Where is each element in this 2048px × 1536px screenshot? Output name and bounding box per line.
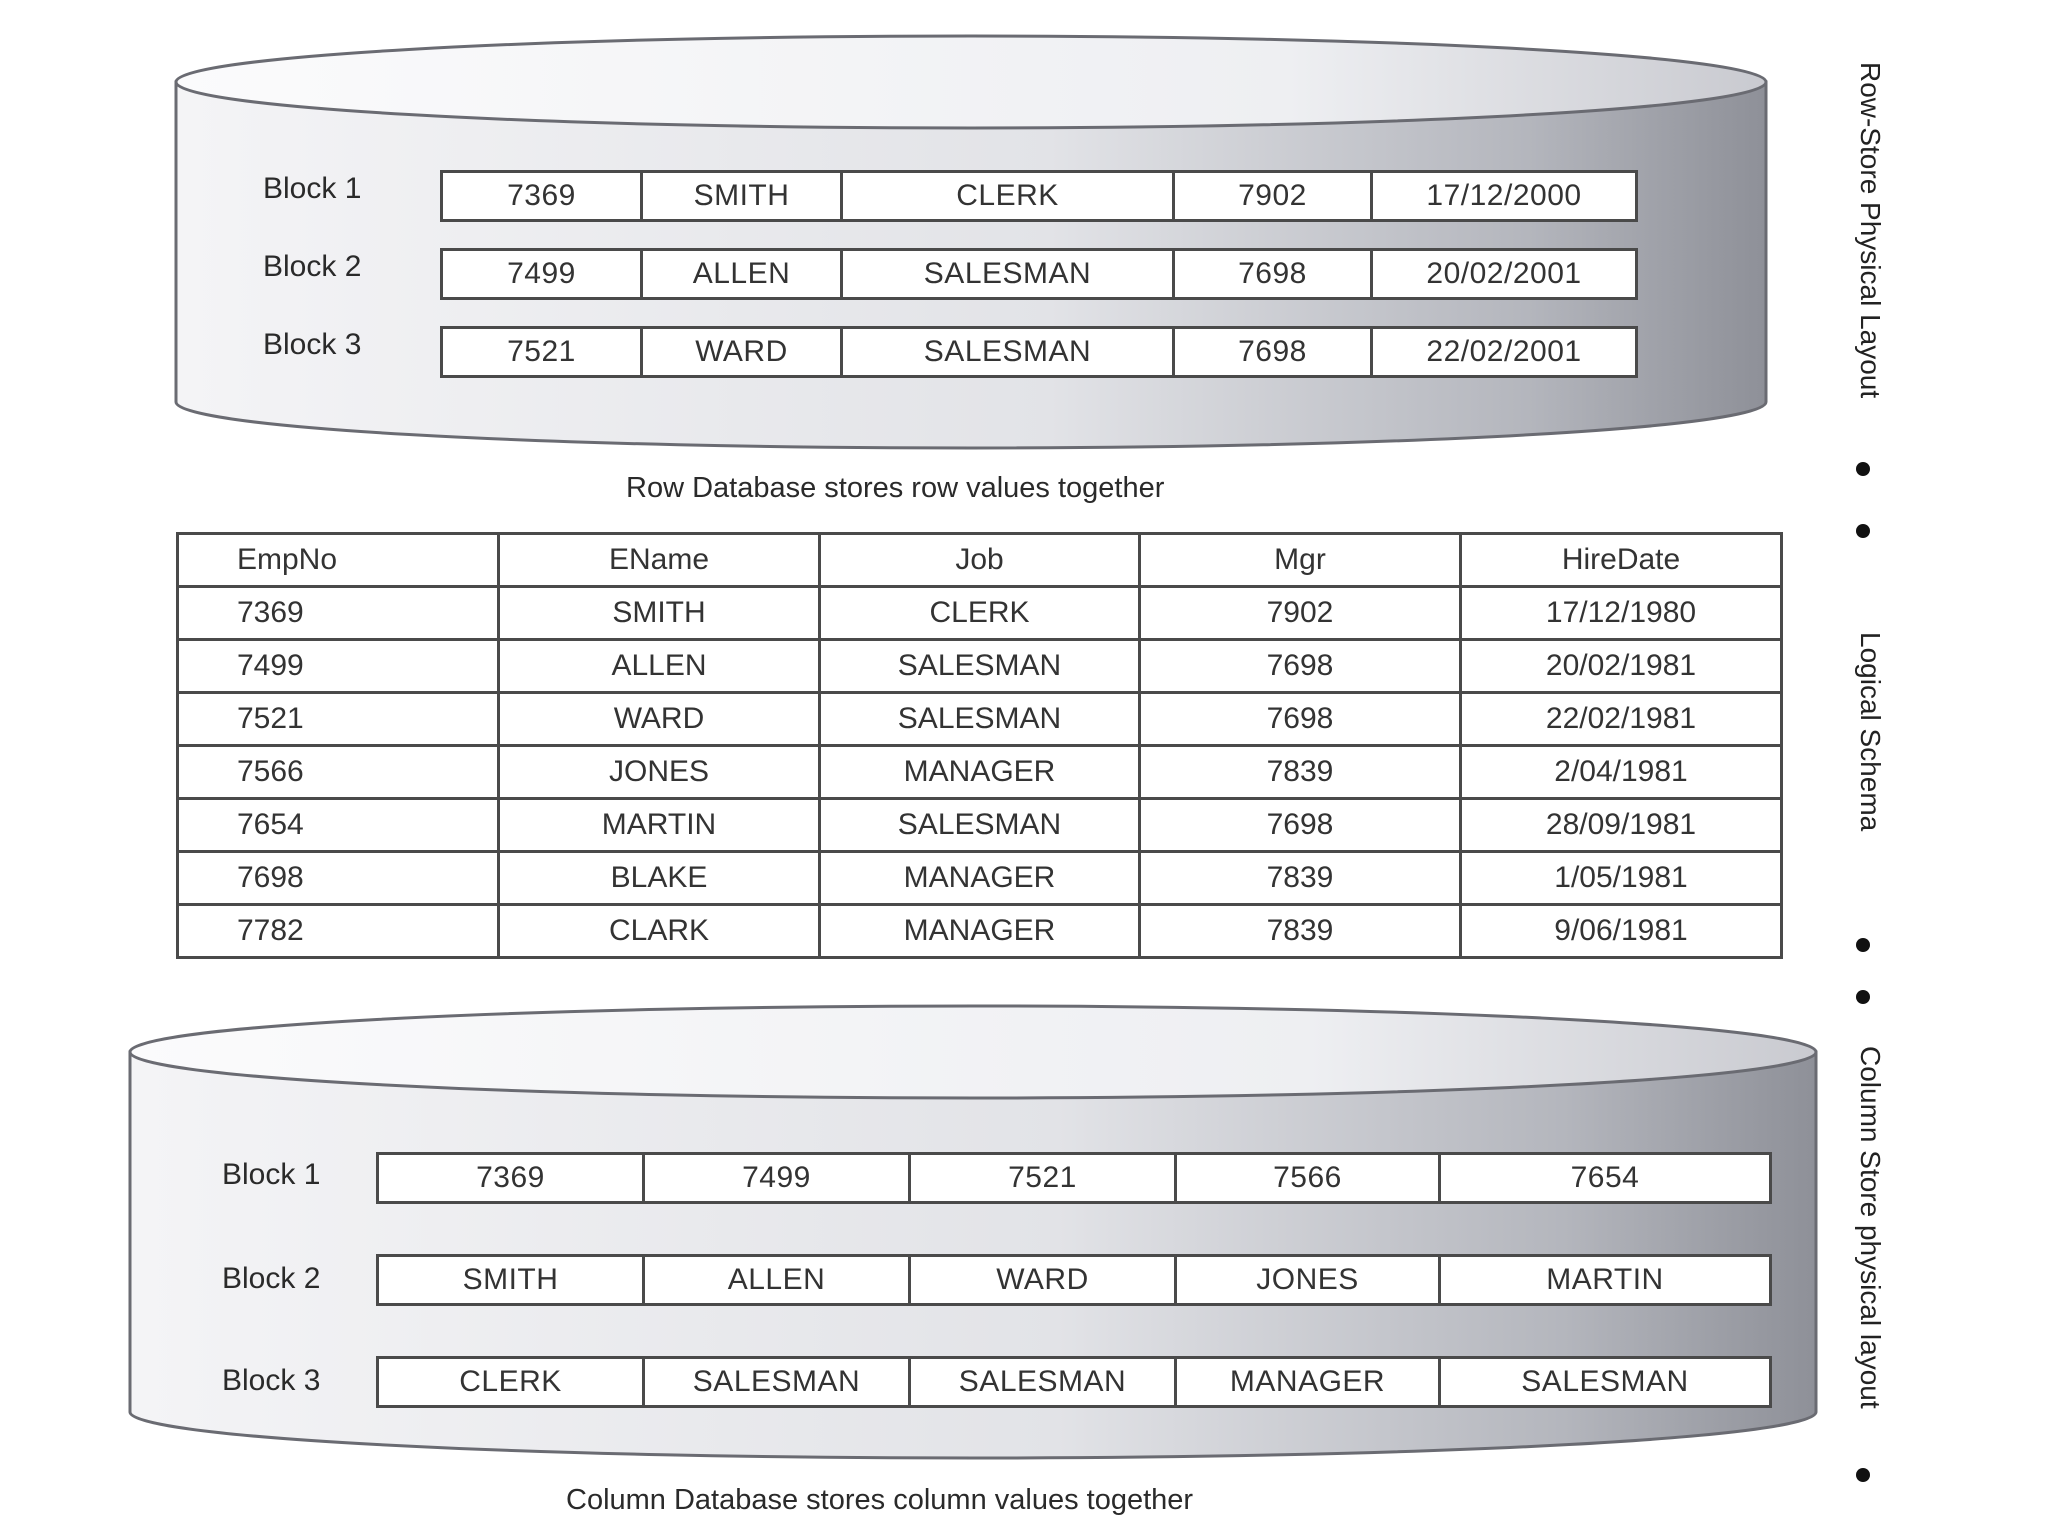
table-cell: 7698 [1140,693,1461,746]
table-cell: 9/06/1981 [1461,905,1782,958]
table-cell: 7839 [1140,852,1461,905]
row-block-1-cell: 7369 [443,173,643,219]
column-block-3-cell: SALESMAN [1521,1365,1689,1398]
table-row [178,693,1782,746]
table-cell: MANAGER [820,746,1140,799]
column-block-1-cell: 7521 [911,1155,1177,1201]
table-cell: JONES [499,746,820,799]
table-cell: MARTIN [499,799,820,852]
row-block-1 [440,170,1638,222]
table-row [178,852,1782,905]
row-block-1-cell: CLERK [843,173,1175,219]
row-block-1-cell: SMITH [643,173,843,219]
table-cell: 7782 [178,905,499,958]
column-block-3-cell: CLERK [379,1359,645,1405]
table-cell: 28/09/1981 [1461,799,1782,852]
row-store-caption: Row Database stores row values together [626,472,1165,504]
table-cell: 2/04/1981 [1461,746,1782,799]
row-block-2-cell: ALLEN [643,251,843,297]
table-cell: 7839 [1140,746,1461,799]
column-block-1-cell: 7566 [1177,1155,1441,1201]
table-cell: 7698 [1140,640,1461,693]
column-block-3-cell: MANAGER [1177,1359,1441,1405]
bullet-dot [1856,938,1870,952]
column-header: EName [499,534,820,587]
column-block-3-label: Block 3 [222,1364,321,1397]
table-row [178,746,1782,799]
column-block-2-cell: WARD [911,1257,1177,1303]
table-cell: ALLEN [499,640,820,693]
column-block-1-cell: 7499 [645,1155,911,1201]
row-block-2-label: Block 2 [263,250,362,283]
row-block-3-label: Block 3 [263,328,362,361]
column-block-3 [376,1356,1772,1408]
table-cell: 7369 [178,587,499,640]
column-block-2-cell: ALLEN [645,1257,911,1303]
table-row [178,587,1782,640]
column-block-1 [376,1152,1772,1204]
table-row [178,905,1782,958]
column-header: EmpNo [178,534,499,587]
row-block-3-cell: SALESMAN [843,329,1175,375]
column-store-side-label: Column Store physical layout [1855,1046,1886,1409]
row-block-2 [440,248,1638,300]
table-cell: SMITH [499,587,820,640]
column-block-2-cell: MARTIN [1546,1263,1664,1296]
column-block-2 [376,1254,1772,1306]
column-store-caption: Column Database stores column values together [566,1484,1194,1516]
table-cell: 22/02/1981 [1461,693,1782,746]
column-block-2-cell: SMITH [379,1257,645,1303]
table-cell: MANAGER [820,852,1140,905]
table-cell: SALESMAN [820,799,1140,852]
table-cell: CLARK [499,905,820,958]
table-cell: 7839 [1140,905,1461,958]
bullet-dot [1856,1468,1870,1482]
table-cell: 7654 [178,799,499,852]
table-cell: WARD [499,693,820,746]
table-cell: 7698 [1140,799,1461,852]
bullet-dot [1856,524,1870,538]
column-block-3-cell: SALESMAN [645,1359,911,1405]
column-block-1-label: Block 1 [222,1158,321,1191]
row-block-2-cell: 20/02/2001 [1426,257,1582,290]
table-cell: 17/12/1980 [1461,587,1782,640]
table-row [178,799,1782,852]
column-block-1-cell: 7369 [379,1155,645,1201]
table-cell: 1/05/1981 [1461,852,1782,905]
table-cell: BLAKE [499,852,820,905]
column-block-2-label: Block 2 [222,1262,321,1295]
logical-schema-table [176,532,1783,959]
row-store-cylinder [176,36,1766,448]
table-cell: 7521 [178,693,499,746]
row-block-3-cell: 7521 [443,329,643,375]
table-cell: MANAGER [820,905,1140,958]
row-block-1-cell: 7902 [1175,173,1373,219]
column-header: Job [820,534,1140,587]
row-block-1-label: Block 1 [263,172,362,205]
column-header: Mgr [1140,534,1461,587]
column-block-1-cell: 7654 [1570,1161,1640,1194]
table-cell: CLERK [820,587,1140,640]
table-cell: 7566 [178,746,499,799]
column-block-2-cell: JONES [1177,1257,1441,1303]
row-block-3-cell: 7698 [1175,329,1373,375]
table-cell: 20/02/1981 [1461,640,1782,693]
column-block-3-cell: SALESMAN [911,1359,1177,1405]
table-cell: SALESMAN [820,640,1140,693]
row-block-1-cell: 17/12/2000 [1426,179,1582,212]
row-block-3-cell: 22/02/2001 [1426,335,1582,368]
row-block-2-cell: 7499 [443,251,643,297]
row-block-3-cell: WARD [643,329,843,375]
table-cell: 7499 [178,640,499,693]
bullet-dot [1856,990,1870,1004]
bullet-dot [1856,462,1870,476]
table-cell: 7902 [1140,587,1461,640]
table-cell: SALESMAN [820,693,1140,746]
table-header-row [178,534,1782,587]
row-block-2-cell: 7698 [1175,251,1373,297]
column-header: HireDate [1461,534,1782,587]
table-cell: 7698 [178,852,499,905]
logical-schema-side-label: Logical Schema [1855,632,1886,832]
row-block-2-cell: SALESMAN [843,251,1175,297]
table-row [178,640,1782,693]
row-block-3 [440,326,1638,378]
row-store-side-label: Row-Store Physical Layout [1855,62,1886,399]
